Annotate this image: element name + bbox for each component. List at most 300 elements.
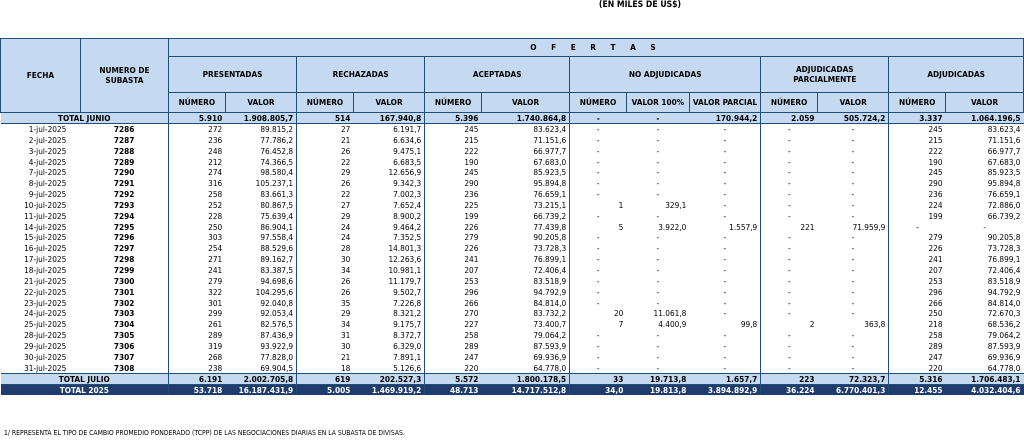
value-cell: 67.683,0 — [533, 156, 567, 167]
value-cell: 83.518,9 — [533, 275, 567, 286]
total-cell: 48.713 — [425, 385, 482, 396]
value-cell: - — [851, 340, 855, 351]
value-cell: 79.064,2 — [987, 330, 1021, 341]
value-cell: - — [570, 189, 627, 200]
value-cell: - — [761, 243, 818, 254]
fecha-cell: 2-jul-2025 — [28, 134, 67, 145]
value-cell: 190 — [425, 157, 482, 168]
value-cell: - — [761, 298, 818, 309]
subasta-cell: 7298 — [113, 254, 135, 265]
value-cell: - — [656, 189, 660, 200]
value-cell: - — [761, 167, 818, 178]
value-cell: - — [723, 330, 727, 341]
value-cell: 258 — [169, 189, 226, 200]
value-cell: - — [761, 287, 818, 298]
value-cell: 212 — [169, 157, 226, 168]
total-cell: 16.187.431,9 — [225, 385, 296, 396]
value-cell: 67.683,0 — [987, 156, 1021, 167]
total-cell: 14.717.512,8 — [481, 385, 569, 396]
value-cell: 95.894,8 — [987, 178, 1021, 189]
value-cell: 215 — [425, 135, 482, 146]
value-cell: 9.502,7 — [393, 286, 422, 297]
value-cell: - — [723, 232, 727, 243]
value-cell: - — [761, 124, 818, 135]
value-cell: - — [851, 297, 855, 308]
value-cell: 9.464,2 — [393, 221, 422, 232]
table-row — [1, 276, 1024, 287]
total-cell: 5.316 — [889, 374, 946, 385]
total-cell: 12.455 — [889, 385, 946, 396]
subasta-cell: 7295 — [113, 221, 135, 232]
value-cell: 199 — [889, 211, 946, 222]
fecha-cell: 3-jul-2025 — [28, 145, 67, 156]
value-cell: - — [761, 341, 818, 352]
value-cell: 8.372,7 — [393, 330, 422, 341]
value-cell: 86.904,1 — [260, 221, 294, 232]
value-cell: 6.683,5 — [393, 156, 422, 167]
value-cell: 64.778,0 — [987, 362, 1021, 373]
value-cell: 245 — [425, 124, 482, 135]
value-cell: 77.828,0 — [260, 351, 294, 362]
value-cell: - — [723, 210, 727, 221]
value-cell: 7.352,5 — [393, 232, 422, 243]
value-cell: - — [656, 145, 660, 156]
total-cell: 19.813,8 — [626, 385, 689, 396]
subasta-cell: 7293 — [113, 199, 135, 210]
header-adjudicadas-parcialmente: ADJUDICADAS PARCIALMENTE — [761, 57, 889, 93]
total-cell: 223 — [761, 374, 818, 385]
value-cell: 8.321,2 — [393, 308, 422, 319]
table-row — [1, 222, 1024, 233]
value-cell: - — [851, 156, 855, 167]
value-cell: 72.886,0 — [987, 199, 1021, 210]
total-cell: 1.706.483,1 — [946, 374, 1024, 385]
value-cell: - — [851, 351, 855, 362]
value-cell: 241 — [425, 254, 482, 265]
subasta-cell: 7301 — [113, 286, 135, 297]
value-cell: - — [656, 264, 660, 275]
value-cell: - — [570, 330, 627, 341]
value-cell: - — [570, 287, 627, 298]
header-sub: NÚMERO — [889, 93, 946, 113]
value-cell: - — [851, 286, 855, 297]
value-cell: 236 — [425, 189, 482, 200]
value-cell: - — [570, 341, 627, 352]
value-cell: - — [723, 189, 727, 200]
value-cell: 24 — [297, 222, 354, 233]
value-cell: 29 — [297, 167, 354, 178]
value-cell: - — [761, 330, 818, 341]
table-row — [1, 189, 1024, 200]
table-row — [1, 330, 1024, 341]
subasta-cell: 7294 — [113, 210, 135, 221]
subasta-cell: 7291 — [113, 178, 135, 189]
value-cell: - — [656, 340, 660, 351]
value-cell: - — [761, 178, 818, 189]
header-sub: VALOR — [353, 93, 424, 113]
value-cell: 247 — [425, 352, 482, 363]
value-cell: 22 — [297, 189, 354, 200]
value-cell: - — [761, 189, 818, 200]
header-numero-subasta: NUMERO DE SUBASTA — [80, 39, 168, 113]
value-cell: 245 — [889, 124, 946, 135]
value-cell: - — [851, 308, 855, 319]
subasta-cell: 7297 — [113, 243, 135, 254]
value-cell: - — [656, 275, 660, 286]
value-cell: - — [570, 232, 627, 243]
value-cell: 319 — [169, 341, 226, 352]
value-cell: 222 — [425, 146, 482, 157]
value-cell: - — [570, 124, 627, 135]
value-cell: 92.053,4 — [260, 308, 294, 319]
header-aceptadas: ACEPTADAS — [425, 57, 570, 93]
value-cell: - — [656, 330, 660, 341]
value-cell: 261 — [169, 319, 226, 330]
value-cell: 83.518,9 — [987, 275, 1021, 286]
value-cell: 274 — [169, 167, 226, 178]
value-cell: - — [570, 265, 627, 276]
value-cell: 279 — [889, 232, 946, 243]
value-cell: 279 — [169, 276, 226, 287]
value-cell: - — [723, 167, 727, 178]
value-cell: 69.936,9 — [987, 351, 1021, 362]
value-cell: 222 — [889, 146, 946, 157]
value-cell: - — [851, 145, 855, 156]
value-cell: 199 — [425, 211, 482, 222]
value-cell: - — [761, 308, 818, 319]
subasta-cell: 7300 — [113, 275, 135, 286]
fecha-cell: 17-jul-2025 — [24, 254, 67, 265]
value-cell: - — [570, 254, 627, 265]
value-cell: 8.900,2 — [393, 210, 422, 221]
value-cell: - — [851, 275, 855, 286]
value-cell: 290 — [889, 178, 946, 189]
value-cell: 66.739,2 — [987, 210, 1021, 221]
value-cell: 7 — [570, 319, 627, 330]
total-label: TOTAL JULIO — [1, 374, 169, 385]
header-sub: VALOR — [225, 93, 296, 113]
value-cell: - — [851, 199, 855, 210]
value-cell: 9.475,1 — [393, 145, 422, 156]
fecha-cell: 10-jul-2025 — [24, 199, 67, 210]
value-cell: 35 — [297, 298, 354, 309]
value-cell: - — [656, 156, 660, 167]
value-cell: 71.959,9 — [852, 221, 886, 232]
header-sub: NÚMERO — [425, 93, 482, 113]
value-cell: 7.226,8 — [393, 297, 422, 308]
total-cell: 5.572 — [425, 374, 482, 385]
value-cell: 28 — [297, 243, 354, 254]
fecha-cell: 16-jul-2025 — [24, 243, 67, 254]
value-cell: - — [851, 264, 855, 275]
value-cell: - — [761, 352, 818, 363]
value-cell: 26 — [297, 287, 354, 298]
value-cell: 5 — [570, 222, 627, 233]
value-cell: 31 — [297, 330, 354, 341]
value-cell: 72.406,4 — [533, 264, 567, 275]
value-cell: - — [723, 297, 727, 308]
value-cell: 87.593,9 — [533, 340, 567, 351]
header-no-adjudicadas: NO ADJUDICADAS — [570, 57, 761, 93]
value-cell: 296 — [425, 287, 482, 298]
subasta-cell: 7302 — [113, 297, 135, 308]
value-cell: - — [570, 243, 627, 254]
table-row — [1, 363, 1024, 374]
value-cell: - — [761, 146, 818, 157]
value-cell: 83.732,2 — [533, 308, 567, 319]
value-cell: 271 — [169, 254, 226, 265]
value-cell: - — [761, 135, 818, 146]
value-cell: 18 — [297, 363, 354, 374]
value-cell: 66.739,2 — [533, 210, 567, 221]
value-cell: 7.891,1 — [393, 351, 422, 362]
total-cell: 4.032.404,6 — [946, 385, 1024, 396]
value-cell: - — [723, 156, 727, 167]
value-cell: 93.922,9 — [260, 340, 294, 351]
value-cell: 266 — [425, 298, 482, 309]
value-cell: - — [761, 363, 818, 374]
value-cell: 253 — [889, 276, 946, 287]
value-cell: - — [851, 254, 855, 265]
value-cell: 12.263,6 — [388, 254, 422, 265]
header-sub: VALOR — [481, 93, 569, 113]
value-cell: - — [851, 178, 855, 189]
value-cell: 79.064,2 — [533, 330, 567, 341]
table-row — [1, 265, 1024, 276]
total-cell: 202.527,3 — [353, 374, 424, 385]
table-row — [1, 124, 1024, 135]
value-cell: 66.977,7 — [987, 145, 1021, 156]
value-cell: 226 — [889, 243, 946, 254]
value-cell: 254 — [169, 243, 226, 254]
fecha-cell: 21-jul-2025 — [24, 275, 67, 286]
total-cell: 3.894.892,9 — [689, 385, 760, 396]
value-cell: 14.801,3 — [388, 243, 422, 254]
value-cell: - — [851, 167, 855, 178]
value-cell: - — [723, 254, 727, 265]
value-cell: 207 — [889, 265, 946, 276]
value-cell: - — [983, 221, 986, 232]
value-cell: - — [570, 178, 627, 189]
table-row — [1, 287, 1024, 298]
value-cell: 11.179,7 — [388, 275, 422, 286]
value-cell: 83.387,5 — [260, 264, 294, 275]
value-cell: - — [723, 351, 727, 362]
value-cell: 98.580,4 — [260, 167, 294, 178]
value-cell: - — [570, 157, 627, 168]
value-cell: - — [570, 211, 627, 222]
table-row — [1, 211, 1024, 222]
value-cell: 252 — [169, 200, 226, 211]
header-sub: NÚMERO — [570, 93, 627, 113]
total-cell: 5.005 — [297, 385, 354, 396]
value-cell: 94.698,6 — [260, 275, 294, 286]
value-cell: 303 — [169, 232, 226, 243]
total-label: TOTAL JUNIO — [1, 113, 169, 124]
total-label: TOTAL 2025 — [1, 385, 169, 396]
table-row — [1, 167, 1024, 178]
value-cell: - — [656, 167, 660, 178]
fecha-cell: 24-jul-2025 — [24, 308, 67, 319]
value-cell: 88.529,6 — [260, 243, 294, 254]
value-cell: 247 — [889, 352, 946, 363]
fecha-cell: 28-jul-2025 — [24, 330, 67, 341]
value-cell: 21 — [297, 135, 354, 146]
value-cell: - — [723, 286, 727, 297]
value-cell: 21 — [297, 352, 354, 363]
value-cell: 1 — [570, 200, 627, 211]
value-cell: - — [723, 264, 727, 275]
total-cell: 505.724,2 — [817, 113, 888, 124]
header-adjudicadas: ADJUDICADAS — [889, 57, 1024, 93]
value-cell: 225 — [425, 200, 482, 211]
value-cell: - — [761, 232, 818, 243]
fecha-cell: 22-jul-2025 — [24, 286, 67, 297]
value-cell: - — [570, 167, 627, 178]
value-cell: - — [656, 210, 660, 221]
value-cell: 1.557,9 — [729, 221, 758, 232]
header-sub: VALOR 100% — [626, 93, 689, 113]
value-cell: 6.634,6 — [393, 134, 422, 145]
total-cell: 3.337 — [889, 113, 946, 124]
value-cell: - — [656, 362, 660, 373]
fecha-cell: 8-jul-2025 — [28, 178, 67, 189]
value-cell: 238 — [169, 363, 226, 374]
value-cell: - — [851, 362, 855, 373]
table-row — [1, 232, 1024, 243]
value-cell: 76.899,1 — [987, 254, 1021, 265]
value-cell: 258 — [889, 330, 946, 341]
subasta-cell: 7290 — [113, 167, 135, 178]
table-row — [1, 308, 1024, 319]
table-row — [1, 135, 1024, 146]
value-cell: 296 — [889, 287, 946, 298]
value-cell: 89.162,7 — [260, 254, 294, 265]
total-cell: 6.770.401,3 — [817, 385, 888, 396]
value-cell: 236 — [889, 189, 946, 200]
value-cell: 74.366,5 — [260, 156, 294, 167]
header-presentadas: PRESENTADAS — [169, 57, 297, 93]
value-cell: - — [656, 243, 660, 254]
value-cell: - — [656, 232, 660, 243]
unit-label: (EN MILES DE US$) — [598, 0, 682, 10]
total-cell: 1.469.919,2 — [353, 385, 424, 396]
value-cell: 76.659,1 — [533, 189, 567, 200]
value-cell: 75.639,4 — [260, 210, 294, 221]
subasta-cell: 7303 — [113, 308, 135, 319]
total-cell: 5.910 — [169, 113, 226, 124]
value-cell: 26 — [297, 146, 354, 157]
value-cell: 218 — [889, 319, 946, 330]
fecha-cell: 29-jul-2025 — [24, 340, 67, 351]
header-rechazadas: RECHAZADAS — [297, 57, 425, 93]
value-cell: - — [723, 134, 727, 145]
value-cell: 77.439,8 — [533, 221, 567, 232]
value-cell: 27 — [297, 200, 354, 211]
total-cell: 36.224 — [761, 385, 818, 396]
total-cell: 33 — [570, 374, 627, 385]
value-cell: 84.814,0 — [987, 297, 1021, 308]
fecha-cell: 18-jul-2025 — [24, 264, 67, 275]
total-cell: - — [570, 113, 627, 124]
value-cell: - — [723, 275, 727, 286]
value-cell: - — [570, 363, 627, 374]
header-sub: NÚMERO — [297, 93, 354, 113]
value-cell: 363,8 — [864, 319, 886, 330]
value-cell: 73.215,1 — [533, 199, 567, 210]
value-cell: - — [889, 222, 946, 233]
value-cell: 207 — [425, 265, 482, 276]
value-cell: 228 — [169, 211, 226, 222]
value-cell: 220 — [889, 363, 946, 374]
value-cell: 82.576,5 — [260, 319, 294, 330]
total-cell: 19.713,8 — [626, 374, 689, 385]
fecha-cell: 9-jul-2025 — [28, 189, 67, 200]
value-cell: 266 — [889, 298, 946, 309]
value-cell: 253 — [425, 276, 482, 287]
value-cell: 258 — [425, 330, 482, 341]
fecha-cell: 31-jul-2025 — [24, 362, 67, 373]
value-cell: 104.295,6 — [255, 286, 294, 297]
value-cell: 94.792,9 — [987, 286, 1021, 297]
value-cell: 94.792,9 — [533, 286, 567, 297]
value-cell: 6.191,7 — [393, 124, 422, 134]
subasta-cell: 7299 — [113, 264, 135, 275]
subasta-cell: 7305 — [113, 330, 135, 341]
value-cell: 301 — [169, 298, 226, 309]
value-cell: 92.040,8 — [260, 297, 294, 308]
fecha-cell: 15-jul-2025 — [24, 232, 67, 243]
value-cell: - — [761, 211, 818, 222]
value-cell: 248 — [169, 146, 226, 157]
value-cell: 71.151,6 — [987, 134, 1021, 145]
value-cell: - — [656, 124, 660, 134]
value-cell: 90.205,8 — [533, 232, 567, 243]
value-cell: - — [656, 134, 660, 145]
value-cell: 268 — [169, 352, 226, 363]
value-cell: 250 — [889, 308, 946, 319]
fecha-cell: 4-jul-2025 — [28, 156, 67, 167]
total-cell: 167.940,8 — [353, 113, 424, 124]
value-cell: 26 — [297, 178, 354, 189]
value-cell: - — [851, 243, 855, 254]
value-cell: 7.002,3 — [393, 189, 422, 200]
value-cell: 241 — [889, 254, 946, 265]
value-cell: 69.904,5 — [260, 362, 294, 373]
subasta-cell: 7286 — [113, 124, 135, 134]
value-cell: 90.205,8 — [987, 232, 1021, 243]
value-cell: - — [723, 178, 727, 189]
table-row — [1, 298, 1024, 309]
value-cell: - — [723, 243, 727, 254]
table-row — [1, 200, 1024, 211]
value-cell: 76.452,8 — [260, 145, 294, 156]
value-cell: 226 — [425, 222, 482, 233]
value-cell: 2 — [761, 319, 818, 330]
value-cell: 270 — [425, 308, 482, 319]
value-cell: 76.659,1 — [987, 189, 1021, 200]
value-cell: - — [723, 362, 727, 373]
value-cell: 83.623,4 — [987, 124, 1021, 134]
value-cell: 290 — [425, 178, 482, 189]
value-cell: 20 — [570, 308, 627, 319]
total-cell: 2.059 — [761, 113, 818, 124]
value-cell: - — [761, 254, 818, 265]
total-cell: 5.396 — [425, 113, 482, 124]
value-cell: 220 — [425, 363, 482, 374]
value-cell: 27 — [297, 124, 354, 135]
header-sub: NÚMERO — [761, 93, 818, 113]
